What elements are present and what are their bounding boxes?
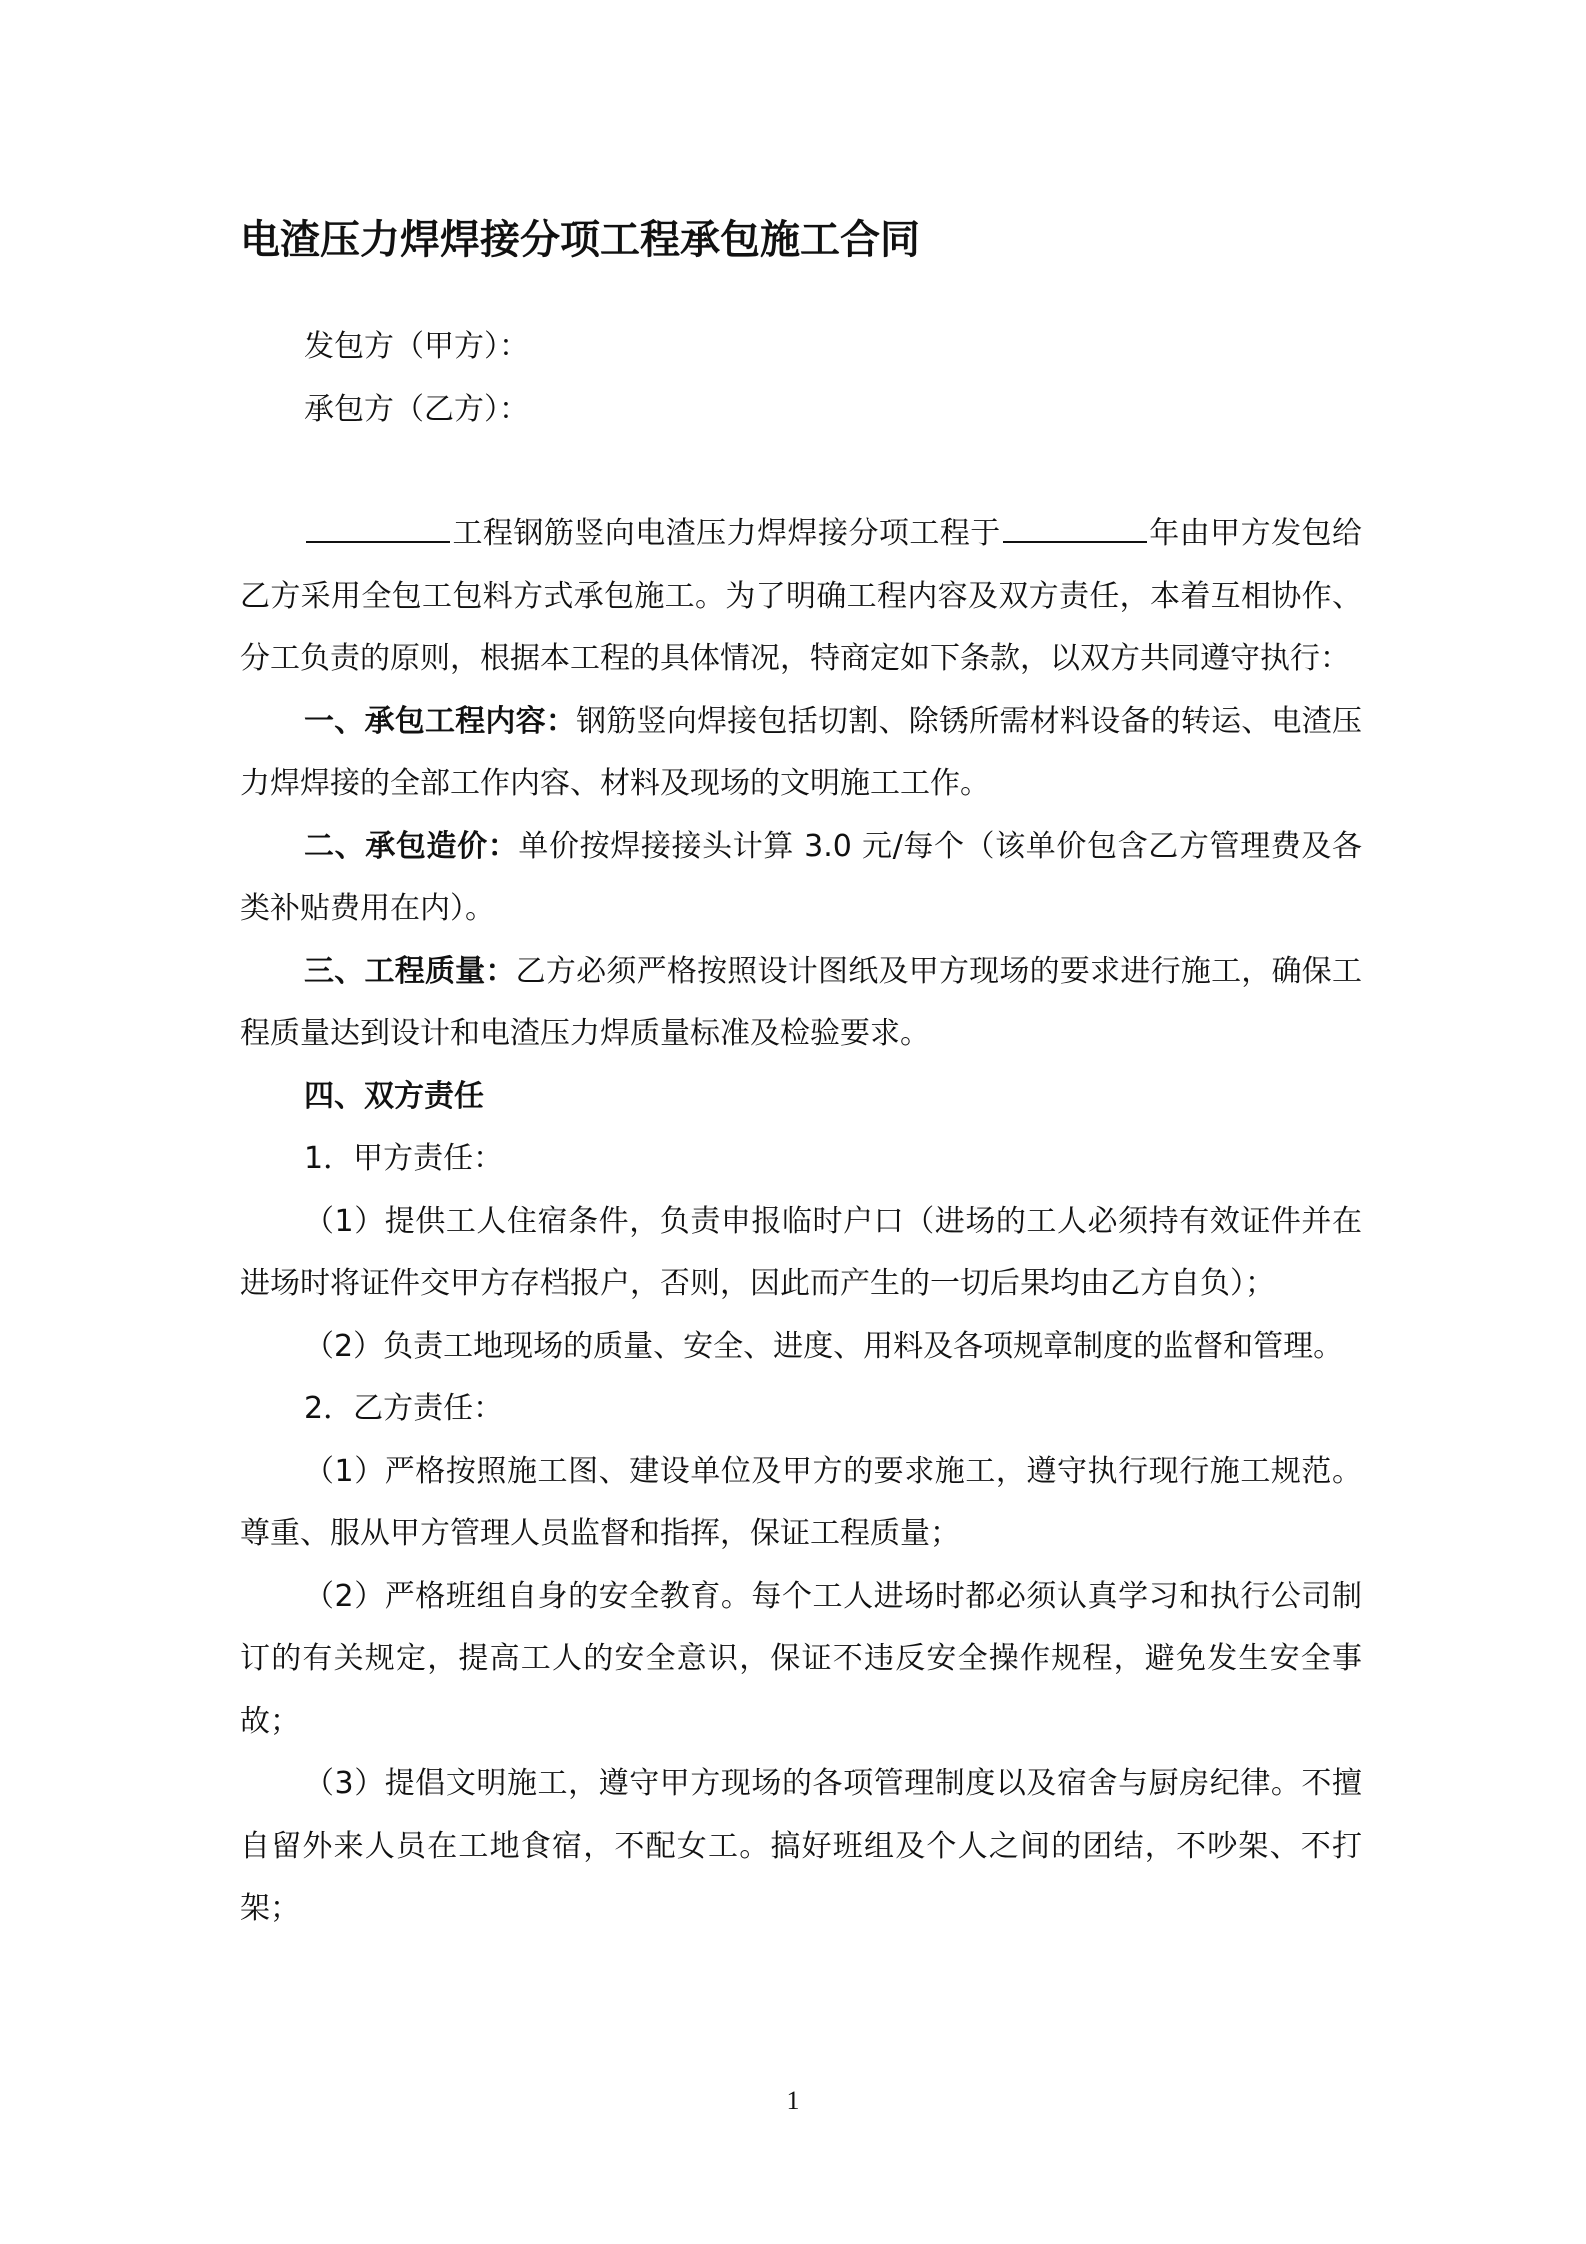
party-a-responsibility-2: （2）负责工地现场的质量、安全、进度、用料及各项规章制度的监督和管理。 (304, 1328, 1344, 1364)
section-2-heading: 二、承包造价： (304, 828, 519, 864)
party-b-responsibility-1: （1）严格按照施工图、建设单位及甲方的要求施工，遵守执行现行施工规范。尊重、服从甲方管理人员监督和指挥，保证工程质量； (240, 1453, 1362, 1551)
party-b-responsibility-heading: 2．乙方责任： (304, 1391, 504, 1426)
party-b-line: 承包方（乙方）： (304, 391, 529, 427)
document-title: 电渣压力焊焊接分项工程承包施工合同 (240, 217, 920, 263)
section-2-text: 单价按焊接接头计算 3.0 元/每个（该单价包含乙方管理费及各类补贴费用在内）。 (240, 828, 1363, 926)
page-number: 1 (786, 2086, 800, 2115)
section-1-text: 钢筋竖向焊接包括切割、除锈所需材料设备的转运、电渣压力焊焊接的全部工作内容、材料及现场的文明施工工作。 (240, 703, 1363, 801)
party-a-line: 发包方（甲方）： (304, 329, 529, 364)
party-a-responsibility-heading: 1．甲方责任： (304, 1141, 504, 1176)
party-b-responsibility-3: （3）提倡文明施工，遵守甲方现场的各项管理制度以及宿舍与厨房纪律。不擅自留外来人员在工地食宿，不配女工。搞好班组及个人之间的团结，不吵架、不打架； (240, 1766, 1362, 1926)
year-blank (1003, 513, 1147, 543)
section-4-heading: 四、双方责任 (304, 1078, 484, 1114)
section-1-paragraph (240, 691, 1362, 816)
section-3-text: 乙方必须严格按照设计图纸及甲方现场的要求进行施工，确保工程质量达到设计和电渣压力焊质量标准及检验要求。 (240, 953, 1363, 1051)
section-3-heading: 三、工程质量： (304, 953, 516, 989)
paragraph-gap (240, 441, 1362, 503)
section-3-paragraph (240, 941, 1362, 1066)
party-a-responsibility-1: （1）提供工人住宿条件，负责申报临时户口（进场的工人必须持有效证件并在进场时将证件交甲方存档报户，否则，因此而产生的一切后果均由乙方自负）； (240, 1203, 1362, 1301)
project-name-blank (306, 513, 450, 543)
section-1-heading: 一、承包工程内容： (304, 703, 577, 739)
document-body (240, 316, 1362, 1941)
intro-text-part-1: 工程钢筋竖向电渣压力焊焊接分项工程于 (452, 516, 1001, 551)
intro-paragraph (240, 503, 1362, 691)
intro-text-part-2: 年由甲方发包给乙方采用全包工包料方式承包施工。为了明确工程内容及双方责任，本着互相协作、分工负责的原则，根据本工程的具体情况，特商定如下条款，以双方共同遵守执行： (240, 516, 1363, 676)
section-2-paragraph (240, 816, 1362, 941)
party-b-responsibility-2: （2）严格班组自身的安全教育。每个工人进场时都必须认真学习和执行公司制订的有关规定，提高工人的安全意识，保证不违反安全操作规程，避免发生安全事故； (240, 1578, 1362, 1739)
